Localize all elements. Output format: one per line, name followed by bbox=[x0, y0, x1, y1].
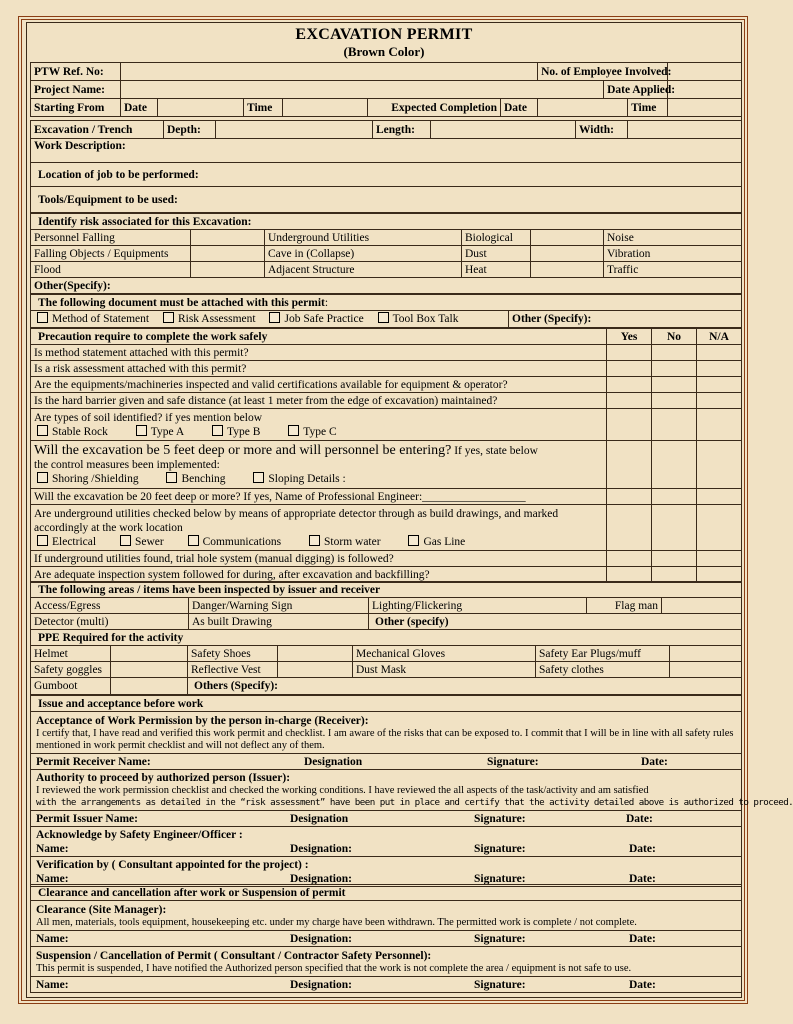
doc-option-jsp[interactable] bbox=[266, 312, 363, 326]
yes-column-header: Yes bbox=[607, 329, 652, 345]
excavation-type-label: Excavation / Trench bbox=[31, 121, 164, 139]
checkbox-icon[interactable] bbox=[120, 535, 131, 546]
doc-option-label: Tool Box Talk bbox=[392, 313, 459, 325]
checkbox-icon[interactable] bbox=[136, 425, 147, 436]
risk-label: Traffic bbox=[604, 262, 742, 278]
utility-option-label: Electrical bbox=[52, 535, 97, 548]
na-cell[interactable] bbox=[697, 409, 742, 441]
checklist-question: Is method statement attached with this permit? bbox=[31, 345, 607, 361]
checklist-question-utilities bbox=[31, 505, 607, 551]
issuer-signature-row[interactable] bbox=[31, 811, 742, 827]
inspected-heading: The following areas / items have been inspected by issuer and receiver bbox=[31, 582, 742, 598]
acceptance-text: I certify that, I have read and verified this work permit and checklist. I am aware of the risks that can be exposed to. I commit that I will be in line with all safety rules mentioned in work permit checklist and will not deflect any of them. bbox=[36, 727, 734, 751]
utility-option[interactable] bbox=[34, 535, 96, 549]
doc-option-label: Risk Assessment bbox=[177, 313, 256, 325]
soil-option-label: Stable Rock bbox=[52, 425, 108, 438]
yes-cell[interactable] bbox=[607, 393, 652, 409]
depth5-question-line2: the control measures been implemented: bbox=[34, 458, 220, 471]
risk-label: Flood bbox=[31, 262, 191, 278]
end-date-field[interactable] bbox=[538, 99, 628, 117]
designation-label: Designation: bbox=[290, 842, 352, 855]
clearance-heading: Clearance and cancellation after work or Suspension of permit bbox=[31, 885, 742, 901]
checkbox-icon[interactable] bbox=[37, 472, 48, 483]
na-cell[interactable] bbox=[697, 441, 742, 489]
checkbox-icon[interactable] bbox=[163, 312, 174, 323]
ppe-item: Safety clothes bbox=[536, 662, 670, 678]
na-column-header: N/A bbox=[697, 329, 742, 345]
risk-checkbox-cell[interactable] bbox=[191, 262, 265, 278]
documents-other-field[interactable] bbox=[509, 311, 742, 328]
ppe-item: Mechanical Gloves bbox=[353, 646, 536, 662]
name-label: Name: bbox=[36, 842, 69, 855]
na-cell[interactable] bbox=[697, 361, 742, 377]
risk-checkbox-cell[interactable] bbox=[531, 262, 604, 278]
date-label: Date: bbox=[629, 932, 656, 945]
documents-heading-cell bbox=[31, 295, 742, 311]
ppe-item: Safety Shoes bbox=[188, 646, 278, 662]
signature-label: Signature: bbox=[474, 872, 526, 885]
form-title: EXCAVATION PERMIT bbox=[295, 26, 473, 43]
na-cell[interactable] bbox=[697, 345, 742, 361]
no-cell[interactable] bbox=[652, 505, 697, 551]
checkbox-icon[interactable] bbox=[269, 312, 280, 323]
checklist-question: Are adequate inspection system followed for during, after excavation and backfilling? bbox=[31, 567, 607, 583]
soil-option[interactable] bbox=[133, 425, 184, 439]
checklist-question: Is a risk assessment attached with this permit? bbox=[31, 361, 607, 377]
na-cell[interactable] bbox=[697, 393, 742, 409]
project-name-label: Project Name: bbox=[31, 81, 121, 99]
work-description-field[interactable] bbox=[31, 139, 742, 163]
inspected-other-field[interactable] bbox=[369, 614, 742, 630]
ppe-heading: PPE Required for the activity bbox=[31, 630, 742, 646]
width-field[interactable] bbox=[628, 121, 742, 139]
end-time-label: Time bbox=[628, 99, 668, 117]
control-option-label: Benching bbox=[181, 472, 226, 485]
precaution-heading: Precaution require to complete the work safely bbox=[31, 329, 607, 345]
inspected-item: Flag man bbox=[587, 598, 662, 614]
date-applied-label: Date Applied: bbox=[604, 81, 668, 99]
receiver-signature-label: Signature: bbox=[487, 755, 539, 768]
project-name-field[interactable] bbox=[121, 81, 604, 99]
soil-question: Are types of soil identified? if yes mention below bbox=[34, 411, 263, 424]
name-label: Name: bbox=[36, 932, 69, 945]
ppe-checkbox-cell[interactable] bbox=[670, 662, 742, 678]
soil-option-label: Type A bbox=[150, 425, 185, 438]
ppe-item: Reflective Vest bbox=[188, 662, 278, 678]
risk-label: Noise bbox=[604, 230, 742, 246]
doc-option-method[interactable] bbox=[34, 312, 149, 326]
documents-heading: The following document must be attached with this permit bbox=[38, 296, 325, 309]
no-cell[interactable] bbox=[652, 377, 697, 393]
safety-engineer-sig-line bbox=[36, 842, 738, 856]
yes-cell[interactable] bbox=[607, 361, 652, 377]
end-time-field[interactable] bbox=[668, 99, 742, 117]
ppe-table bbox=[30, 629, 742, 695]
designation-label: Designation: bbox=[290, 872, 352, 885]
risk-other-label: Other(Specify): bbox=[34, 279, 111, 292]
inspected-other-label: Other (specify) bbox=[375, 615, 449, 628]
utility-options bbox=[34, 535, 603, 549]
risk-label: Personnel Falling bbox=[31, 230, 191, 246]
control-option[interactable] bbox=[163, 472, 225, 486]
employees-field[interactable] bbox=[668, 63, 742, 81]
risk-checkbox-cell[interactable] bbox=[531, 246, 604, 262]
name-label: Name: bbox=[36, 872, 69, 885]
depth-label: Depth: bbox=[164, 121, 216, 139]
inspected-item: Lighting/Flickering bbox=[369, 598, 587, 614]
ppe-item: Safety goggles bbox=[31, 662, 111, 678]
documents-other-label: Other (Specify): bbox=[512, 313, 592, 325]
authority-title: Authority to proceed by authorized person (Issuer): bbox=[36, 772, 291, 784]
control-option[interactable] bbox=[250, 472, 345, 486]
checkbox-icon[interactable] bbox=[37, 425, 48, 436]
receiver-signature-row[interactable] bbox=[31, 754, 742, 770]
inspected-item: Danger/Warning Sign bbox=[189, 598, 369, 614]
work-description-label: Work Description: bbox=[34, 140, 126, 152]
risk-checkbox-cell[interactable] bbox=[191, 246, 265, 262]
verification-title: Verification by ( Consultant appointed for the project) : bbox=[36, 858, 309, 871]
issuer-designation-label: Designation bbox=[290, 812, 349, 825]
ppe-checkbox-cell[interactable] bbox=[111, 646, 188, 662]
depth5-question-suffix: If yes, state below bbox=[451, 444, 538, 457]
suspension-title: Suspension / Cancellation of Permit ( Consultant / Contractor Safety Personnel): bbox=[36, 949, 432, 962]
ppe-other-label: Others (Specify): bbox=[194, 680, 278, 692]
ppe-checkbox-cell[interactable] bbox=[278, 646, 353, 662]
designation-label: Designation: bbox=[290, 932, 352, 945]
no-column-header: No bbox=[652, 329, 697, 345]
ppe-checkbox-cell[interactable] bbox=[670, 646, 742, 662]
yes-cell[interactable] bbox=[607, 505, 652, 551]
na-cell[interactable] bbox=[697, 505, 742, 551]
start-time-label: Time bbox=[244, 99, 283, 117]
issue-table bbox=[30, 695, 793, 887]
date-label: Date: bbox=[629, 842, 656, 855]
utility-option[interactable] bbox=[117, 535, 164, 549]
precaution-table bbox=[30, 328, 742, 583]
date-label: Date: bbox=[629, 872, 656, 885]
doc-option-risk[interactable] bbox=[160, 312, 256, 326]
name-label: Name: bbox=[36, 978, 69, 991]
form-title-block bbox=[26, 22, 742, 60]
ppe-item: Dust Mask bbox=[353, 662, 536, 678]
receiver-designation-label: Designation bbox=[304, 755, 363, 768]
checkbox-icon[interactable] bbox=[188, 535, 199, 546]
yes-cell[interactable] bbox=[607, 489, 652, 505]
safety-engineer-title: Acknowledge by Safety Engineer/Officer : bbox=[36, 828, 243, 841]
ptw-ref-label: PTW Ref. No: bbox=[31, 63, 121, 81]
ppe-checkbox-cell[interactable] bbox=[278, 662, 353, 678]
end-date-label: Date bbox=[501, 99, 538, 117]
risk-label: Biological bbox=[462, 230, 531, 246]
risk-label: Underground Utilities bbox=[265, 230, 462, 246]
doc-option-tbt[interactable] bbox=[375, 312, 459, 326]
clearance-block bbox=[31, 901, 742, 931]
length-field[interactable] bbox=[431, 121, 576, 139]
inspected-item: Detector (multi) bbox=[31, 614, 189, 630]
date-label: Date: bbox=[629, 978, 656, 991]
risk-other-field[interactable] bbox=[31, 278, 742, 294]
soil-option[interactable] bbox=[34, 425, 108, 439]
clearance-title: Clearance (Site Manager): bbox=[36, 903, 167, 916]
excavation-details-table bbox=[30, 120, 742, 213]
inspected-item: Access/Egress bbox=[31, 598, 189, 614]
na-cell[interactable] bbox=[697, 377, 742, 393]
checklist-question: If underground utilities found, trial hole system (manual digging) is followed? bbox=[31, 551, 607, 567]
na-cell[interactable] bbox=[697, 489, 742, 505]
control-option-label: Sloping Details : bbox=[268, 472, 346, 485]
no-cell[interactable] bbox=[652, 441, 697, 489]
control-options bbox=[34, 472, 603, 486]
no-cell[interactable] bbox=[652, 409, 697, 441]
no-cell[interactable] bbox=[652, 489, 697, 505]
start-time-field[interactable] bbox=[283, 99, 368, 117]
authority-block bbox=[31, 770, 793, 811]
utilities-question: Are underground utilities checked below by means of appropriate detector through as build drawings, and marked accordingly at the work location bbox=[34, 507, 559, 534]
control-option-label: Shoring /Shielding bbox=[52, 472, 139, 485]
utility-option[interactable] bbox=[306, 535, 381, 549]
utility-option-label: Gas Line bbox=[423, 535, 466, 548]
risk-label: Cave in (Collapse) bbox=[265, 246, 462, 262]
safety-engineer-block[interactable] bbox=[31, 827, 742, 857]
width-label: Width: bbox=[576, 121, 628, 139]
authority-text-line2: with the arrangements as detailed in the “risk assessment” have been put in place and certify that the activity detailed above is authorized to proceed. bbox=[36, 797, 793, 808]
acceptance-block bbox=[31, 712, 742, 754]
ppe-item: Gumboot bbox=[31, 678, 111, 695]
checkbox-icon[interactable] bbox=[37, 535, 48, 546]
ppe-other-field[interactable] bbox=[188, 678, 742, 695]
risk-checkbox-cell[interactable] bbox=[191, 230, 265, 246]
starting-from-label: Starting From bbox=[31, 99, 121, 117]
yes-cell[interactable] bbox=[607, 551, 652, 567]
documents-colon: : bbox=[324, 296, 329, 309]
depth5-question: Will the excavation be 5 feet deep or more and will personnel be entering? bbox=[34, 442, 452, 458]
checkbox-icon[interactable] bbox=[37, 312, 48, 323]
checklist-question: Will the excavation be 20 feet deep or more? If yes, Name of Professional Engineer:__________________ bbox=[31, 489, 607, 505]
checklist-question: Is the hard barrier given and safe distance (at least 1 meter from the edge of excavation) maintained? bbox=[31, 393, 607, 409]
depth-field[interactable] bbox=[216, 121, 373, 139]
form-subtitle: (Brown Color) bbox=[343, 44, 425, 59]
risk-heading: Identify risk associated for this Excavation: bbox=[31, 214, 742, 230]
signature-label: Signature: bbox=[474, 842, 526, 855]
checkbox-icon[interactable] bbox=[253, 472, 264, 483]
location-label: Location of job to be performed: bbox=[38, 168, 199, 181]
soil-option[interactable] bbox=[285, 425, 336, 439]
risk-label: Dust bbox=[462, 246, 531, 262]
clearance-table bbox=[30, 884, 742, 993]
checkbox-icon[interactable] bbox=[408, 535, 419, 546]
checklist-question-depth5 bbox=[31, 441, 607, 489]
doc-option-label: Method of Statement bbox=[52, 313, 150, 325]
documents-table bbox=[30, 294, 742, 328]
utility-option[interactable] bbox=[405, 535, 465, 549]
issuer-signature-label: Signature: bbox=[474, 812, 526, 825]
risk-label: Falling Objects / Equipments bbox=[31, 246, 191, 262]
location-field[interactable] bbox=[31, 163, 742, 187]
start-date-label: Date bbox=[121, 99, 158, 117]
ppe-checkbox-cell[interactable] bbox=[111, 662, 188, 678]
receiver-date-label: Date: bbox=[641, 755, 668, 768]
issue-heading: Issue and acceptance before work bbox=[31, 696, 742, 712]
yes-cell[interactable] bbox=[607, 409, 652, 441]
expected-completion-label: Expected Completion bbox=[368, 99, 501, 117]
checkbox-icon[interactable] bbox=[166, 472, 177, 483]
start-date-field[interactable] bbox=[158, 99, 244, 117]
ptw-ref-field[interactable] bbox=[121, 63, 538, 81]
yes-cell[interactable] bbox=[607, 377, 652, 393]
verification-block[interactable] bbox=[31, 857, 742, 887]
ppe-item: Helmet bbox=[31, 646, 111, 662]
yes-cell[interactable] bbox=[607, 441, 652, 489]
risk-label: Vibration bbox=[604, 246, 742, 262]
tools-label: Tools/Equipment to be used: bbox=[38, 193, 178, 206]
no-cell[interactable] bbox=[652, 361, 697, 377]
risk-table bbox=[30, 213, 742, 294]
no-cell[interactable] bbox=[652, 551, 697, 567]
length-label: Length: bbox=[373, 121, 431, 139]
no-cell[interactable] bbox=[652, 345, 697, 361]
soil-option-label: Type C bbox=[303, 425, 337, 438]
tools-field[interactable] bbox=[31, 187, 742, 213]
clearance-text: All men, materials, tools equipment, housekeeping etc. under my charge have been withdrawn. The permitted work is complete / not complete. bbox=[36, 916, 637, 928]
control-option[interactable] bbox=[34, 472, 139, 486]
checkbox-icon[interactable] bbox=[288, 425, 299, 436]
designation-label: Designation: bbox=[290, 978, 352, 991]
signature-label: Signature: bbox=[474, 978, 526, 991]
utility-option-label: Communications bbox=[202, 535, 282, 548]
acceptance-title: Acceptance of Work Permission by the person in-charge (Receiver): bbox=[36, 714, 369, 727]
suspension-signature-row[interactable] bbox=[31, 977, 742, 993]
inspected-item: As built Drawing bbox=[189, 614, 369, 630]
suspension-text: This permit is suspended, I have notified the Authorized person specified that the work is not complete the area / equipment is not safe to use. bbox=[36, 962, 632, 974]
soil-option[interactable] bbox=[209, 425, 260, 439]
permit-header-table bbox=[30, 62, 742, 117]
na-cell[interactable] bbox=[697, 551, 742, 567]
risk-checkbox-cell[interactable] bbox=[531, 230, 604, 246]
utility-option-label: Storm water bbox=[324, 535, 381, 548]
checklist-question-soil bbox=[31, 409, 607, 441]
risk-label: Heat bbox=[462, 262, 531, 278]
authority-text-line1: I reviewed the work permission checklist and checked the working conditions. I have reviewed the all aspects of the task/activity and am satisfied bbox=[36, 785, 649, 796]
checkbox-icon[interactable] bbox=[309, 535, 320, 546]
signature-label: Signature: bbox=[474, 932, 526, 945]
employees-label: No. of Employee Involved: bbox=[538, 63, 668, 81]
soil-options bbox=[34, 425, 603, 439]
issuer-name-label: Permit Issuer Name: bbox=[36, 812, 138, 825]
utility-option-label: Sewer bbox=[134, 535, 164, 548]
ppe-item: Safety Ear Plugs/muff bbox=[536, 646, 670, 662]
inspected-checkbox-cell[interactable] bbox=[662, 598, 742, 614]
checkbox-icon[interactable] bbox=[378, 312, 389, 323]
receiver-name-label: Permit Receiver Name: bbox=[36, 755, 151, 768]
doc-option-label: Job Safe Practice bbox=[284, 313, 364, 325]
risk-label: Adjacent Structure bbox=[265, 262, 462, 278]
clearance-signature-row[interactable] bbox=[31, 931, 742, 947]
issuer-date-label: Date: bbox=[626, 812, 653, 825]
documents-options bbox=[31, 311, 509, 328]
checkbox-icon[interactable] bbox=[212, 425, 223, 436]
date-applied-field[interactable] bbox=[668, 81, 742, 99]
inspected-table bbox=[30, 581, 742, 630]
ppe-checkbox-cell[interactable] bbox=[111, 678, 188, 695]
checklist-question: Are the equipments/machineries inspected and valid certifications available for equipment & operator? bbox=[31, 377, 607, 393]
suspension-block bbox=[31, 947, 742, 977]
soil-option-label: Type B bbox=[227, 425, 261, 438]
no-cell[interactable] bbox=[652, 393, 697, 409]
yes-cell[interactable] bbox=[607, 345, 652, 361]
utility-option[interactable] bbox=[185, 535, 282, 549]
